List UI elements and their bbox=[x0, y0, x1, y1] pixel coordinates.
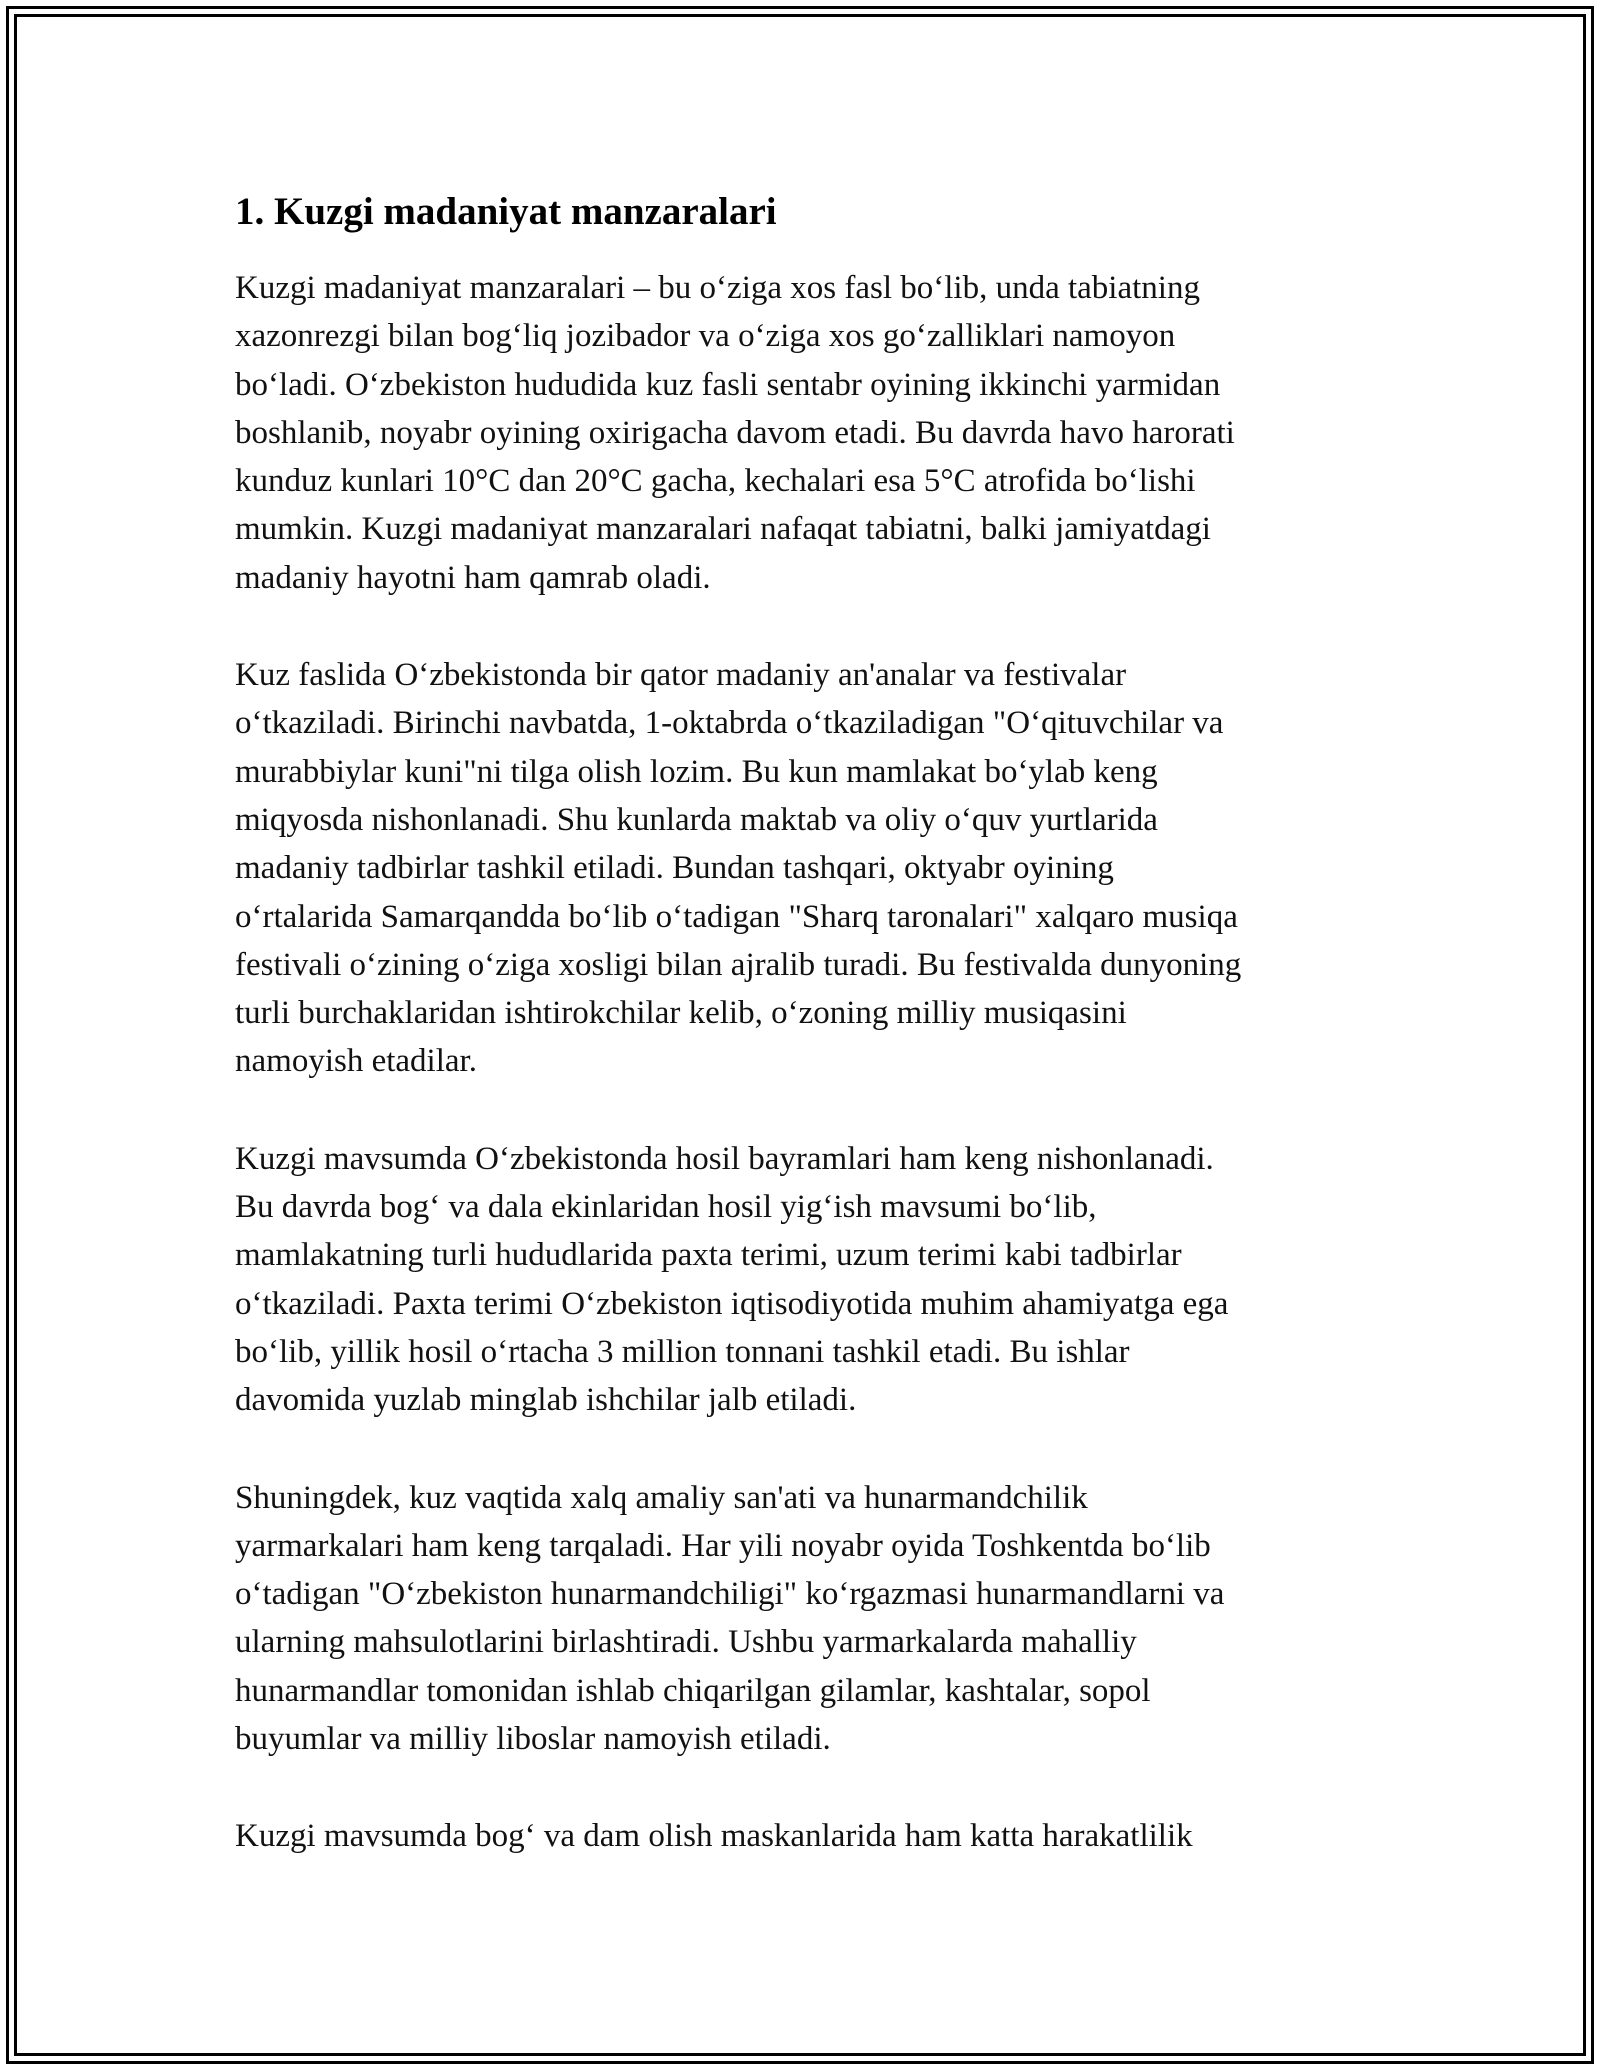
paragraph-line: festivali o‘zining o‘ziga xosligi bilan ajralib turadi. Bu festivalda dunyoning bbox=[235, 946, 1242, 983]
paragraph-line: Shuningdek, kuz vaqtida xalq amaliy san'ati va hunarmandchilik bbox=[235, 1479, 1088, 1516]
paragraph-line: xazonrezgi bilan bog‘liq jozibador va o‘ziga xos go‘zalliklari namoyon bbox=[235, 318, 1176, 355]
paragraph-line: mamlakatning turli hududlarida paxta terimi, uzum terimi kabi tadbirlar bbox=[235, 1237, 1182, 1274]
paragraph-line: madaniy tadbirlar tashkil etiladi. Bundan tashqari, oktyabr oyining bbox=[235, 850, 1114, 887]
document-body bbox=[235, 188, 1365, 1910]
paragraph-line: Kuz faslida O‘zbekistonda bir qator madaniy an'analar va festivalar bbox=[235, 657, 1127, 694]
paragraph-line: o‘rtalarida Samarqandda bo‘lib o‘tadigan "Sharq taronalari" xalqaro musiqa bbox=[235, 898, 1238, 935]
paragraph-line: o‘tadigan "O‘zbekiston hunarmandchiligi" ko‘rgazmasi hunarmandlarni va bbox=[235, 1576, 1225, 1613]
paragraph-1 bbox=[235, 264, 1365, 602]
section-heading: 1. Kuzgi madaniyat manzaralari bbox=[235, 190, 777, 233]
paragraph-line: kunduz kunlari 10°C dan 20°C gacha, kechalari esa 5°C atrofida bo‘lishi bbox=[235, 463, 1196, 500]
paragraph-line: davomida yuzlab minglab ishchilar jalb etiladi. bbox=[235, 1382, 857, 1419]
paragraph-line: Kuzgi mavsumda bog‘ va dam olish maskanlarida ham katta harakatlilik bbox=[235, 1818, 1193, 1855]
paragraph-line: namoyish etadilar. bbox=[235, 1043, 477, 1080]
paragraph-line: Kuzgi mavsumda O‘zbekistonda hosil bayramlari ham keng nishonlanadi. bbox=[235, 1140, 1214, 1177]
paragraph-line: buyumlar va milliy liboslar namoyish etiladi. bbox=[235, 1721, 831, 1758]
paragraph-line: Kuzgi madaniyat manzaralari – bu o‘ziga xos fasl bo‘lib, unda tabiatning bbox=[235, 270, 1200, 306]
paragraph-2 bbox=[235, 651, 1365, 1086]
paragraph-line: bo‘ladi. O‘zbekiston hududida kuz fasli sentabr oyining ikkinchi yarmidan bbox=[235, 366, 1221, 403]
paragraph-4 bbox=[235, 1474, 1365, 1764]
paragraph-line: turli burchaklaridan ishtirokchilar kelib, o‘zoning milliy musiqasini bbox=[235, 995, 1127, 1032]
paragraph-line: mumkin. Kuzgi madaniyat manzaralari nafaqat tabiatni, balki jamiyatdagi bbox=[235, 511, 1211, 548]
paragraph-line: o‘tkaziladi. Paxta terimi O‘zbekiston iqtisodiyotida muhim ahamiyatga ega bbox=[235, 1285, 1229, 1322]
paragraph-line: bo‘lib, yillik hosil o‘rtacha 3 million tonnani tashkil etadi. Bu ishlar bbox=[235, 1333, 1130, 1370]
paragraph-line: o‘tkaziladi. Birinchi navbatda, 1-oktabrda o‘tkaziladigan "O‘qituvchilar va bbox=[235, 705, 1224, 742]
paragraph-line: miqyosda nishonlanadi. Shu kunlarda maktab va oliy o‘quv yurtlarida bbox=[235, 801, 1158, 838]
paragraph-3 bbox=[235, 1135, 1365, 1425]
paragraph-line: hunarmandlar tomonidan ishlab chiqarilgan gilamlar, kashtalar, sopol bbox=[235, 1672, 1151, 1709]
paragraph-line: Bu davrda bog‘ va dala ekinlaridan hosil yig‘ish mavsumi bo‘lib, bbox=[235, 1189, 1097, 1226]
paragraph-line: madaniy hayotni ham qamrab oladi. bbox=[235, 559, 711, 596]
paragraph-line: yarmarkalari ham keng tarqaladi. Har yili noyabr oyida Toshkentda bo‘lib bbox=[235, 1527, 1211, 1564]
paragraph-5 bbox=[235, 1812, 1365, 1860]
paragraph-line: ularning mahsulotlarini birlashtiradi. Ushbu yarmarkalarda mahalliy bbox=[235, 1624, 1137, 1661]
paragraph-line: boshlanib, noyabr oyining oxirigacha davom etadi. Bu davrda havo harorati bbox=[235, 414, 1235, 451]
paragraph-line: murabbiylar kuni"ni tilga olish lozim. Bu kun mamlakat bo‘ylab keng bbox=[235, 753, 1158, 790]
